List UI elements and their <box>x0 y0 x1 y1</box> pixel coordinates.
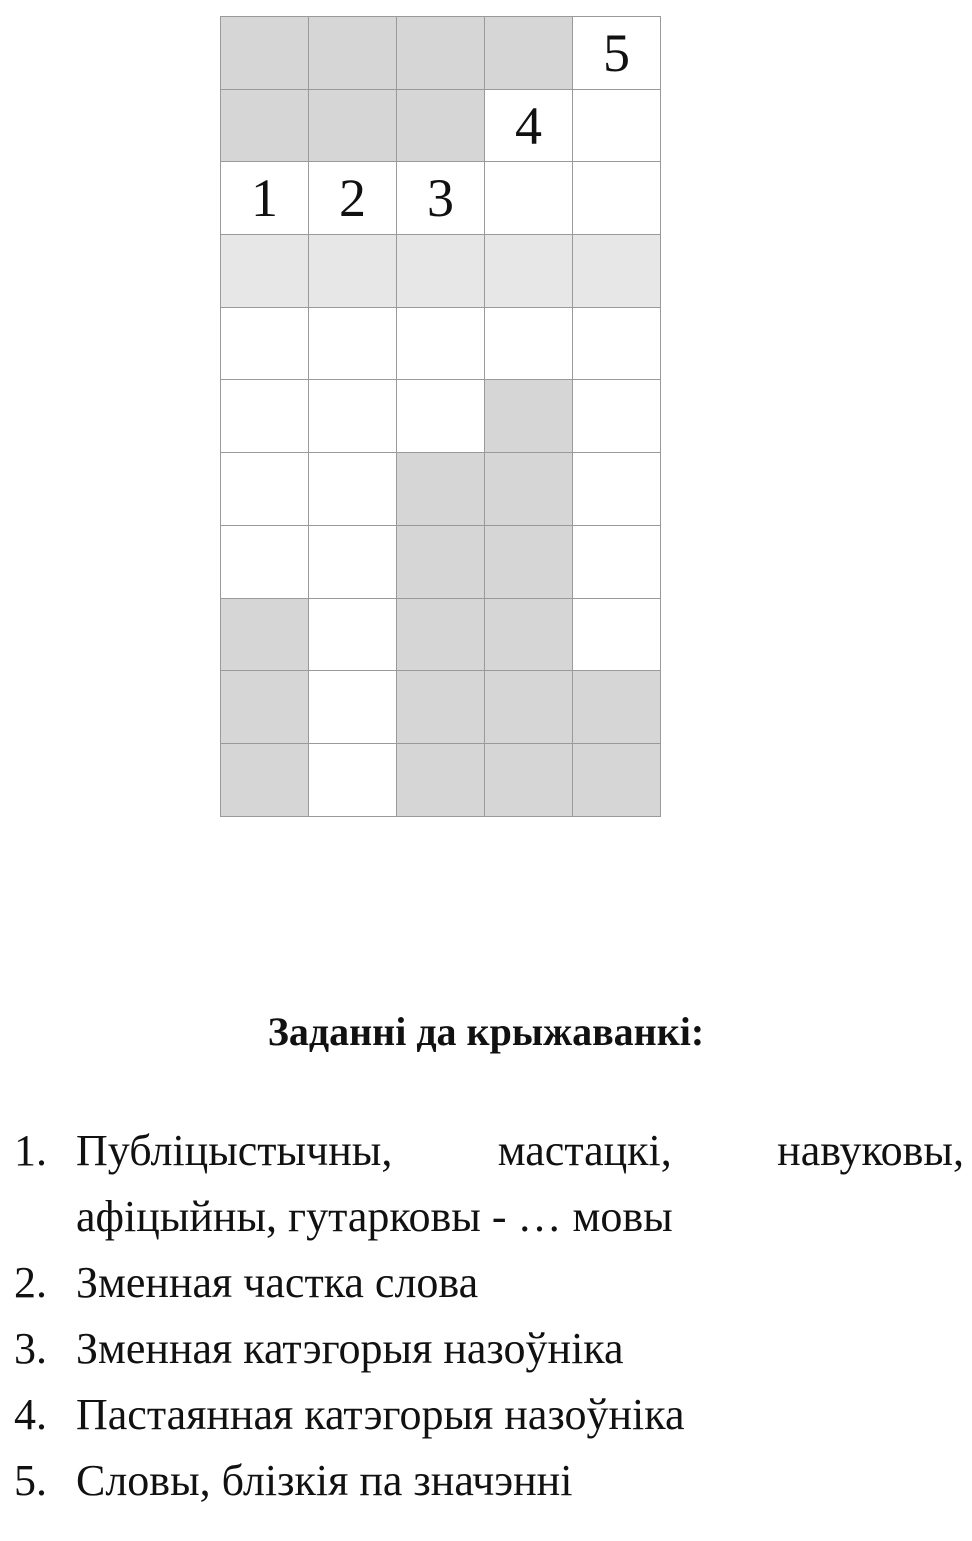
crossword-cell[interactable] <box>221 308 309 381</box>
crossword-cell-shaded <box>573 744 661 817</box>
clue-number-label: 4 <box>515 95 542 156</box>
clue-number-label: 1 <box>251 168 278 229</box>
clue-item <box>14 1118 964 1250</box>
crossword-cell[interactable] <box>573 526 661 599</box>
clue-item <box>14 1250 964 1316</box>
crossword-cell-shaded <box>485 599 573 672</box>
crossword-cell-shaded <box>397 17 485 90</box>
crossword-cell[interactable] <box>221 526 309 599</box>
clue-number: 2. <box>14 1258 47 1307</box>
crossword-cell-shaded <box>485 744 573 817</box>
crossword-cell[interactable] <box>573 453 661 526</box>
crossword-cell[interactable] <box>573 17 661 90</box>
crossword-cell-shaded <box>485 380 573 453</box>
crossword-cell-shaded <box>397 526 485 599</box>
crossword-cell[interactable] <box>485 162 573 235</box>
clue-number: 1. <box>14 1126 47 1175</box>
crossword-cell-shaded <box>221 17 309 90</box>
crossword-grid <box>220 16 661 817</box>
crossword-cell[interactable] <box>309 453 397 526</box>
crossword-cell[interactable] <box>309 744 397 817</box>
crossword-cell[interactable] <box>309 162 397 235</box>
crossword-cell[interactable] <box>309 671 397 744</box>
clue-item <box>14 1382 964 1448</box>
crossword-cell-shaded <box>309 90 397 163</box>
crossword-cell-shaded <box>397 90 485 163</box>
clue-number-label: 2 <box>339 168 366 229</box>
crossword-cell-shaded <box>485 235 573 308</box>
clue-text: Зменная частка слова <box>76 1258 479 1307</box>
clue-number: 5. <box>14 1456 47 1505</box>
crossword-cell[interactable] <box>485 308 573 381</box>
crossword-cell-shaded <box>397 599 485 672</box>
crossword-cell[interactable] <box>309 380 397 453</box>
crossword-cell[interactable] <box>485 90 573 163</box>
crossword-cell-shaded <box>485 671 573 744</box>
clue-item <box>14 1316 964 1382</box>
clue-text: Публіцыстычны, мастацкі, навуковы, афіцыйны, гутарковы - … мовы <box>76 1126 964 1241</box>
crossword-cell[interactable] <box>309 526 397 599</box>
crossword-cell-shaded <box>221 235 309 308</box>
crossword-cell-shaded <box>397 744 485 817</box>
crossword-cell-shaded <box>309 17 397 90</box>
crossword-cell[interactable] <box>309 599 397 672</box>
clue-number: 4. <box>14 1390 47 1439</box>
crossword-cell[interactable] <box>573 162 661 235</box>
clue-text: Пастаянная катэгорыя назоўніка <box>76 1390 685 1439</box>
crossword-cell-shaded <box>573 671 661 744</box>
crossword-cell[interactable] <box>397 308 485 381</box>
clue-text: Словы, блізкія па значэнні <box>76 1456 573 1505</box>
crossword-cell[interactable] <box>221 162 309 235</box>
clue-text: Зменная катэгорыя назоўніка <box>76 1324 624 1373</box>
crossword-cell-shaded <box>221 599 309 672</box>
crossword-cell-shaded <box>397 671 485 744</box>
crossword-cell[interactable] <box>221 453 309 526</box>
clue-number-label: 5 <box>603 22 630 83</box>
crossword-cell[interactable] <box>573 599 661 672</box>
crossword-cell-shaded <box>397 453 485 526</box>
crossword-cell-shaded <box>397 235 485 308</box>
crossword-cell-shaded <box>309 235 397 308</box>
crossword-cell-shaded <box>485 526 573 599</box>
crossword-cell[interactable] <box>573 308 661 381</box>
clue-item <box>14 1448 964 1514</box>
crossword-cell[interactable] <box>573 90 661 163</box>
crossword-cell-shaded <box>485 453 573 526</box>
crossword-cell-shaded <box>221 90 309 163</box>
crossword-cell-shaded <box>573 235 661 308</box>
clue-number: 3. <box>14 1324 47 1373</box>
crossword-cell-shaded <box>485 17 573 90</box>
crossword-cell[interactable] <box>573 380 661 453</box>
crossword-cell-shaded <box>221 671 309 744</box>
clue-list <box>14 1118 964 1514</box>
crossword-cell[interactable] <box>397 162 485 235</box>
crossword-cell[interactable] <box>397 380 485 453</box>
crossword-cell-shaded <box>221 744 309 817</box>
crossword-cell[interactable] <box>309 308 397 381</box>
clue-number-label: 3 <box>427 168 454 229</box>
tasks-title: Заданні да крыжаванкі: <box>267 1009 705 1054</box>
crossword-cell[interactable] <box>221 380 309 453</box>
